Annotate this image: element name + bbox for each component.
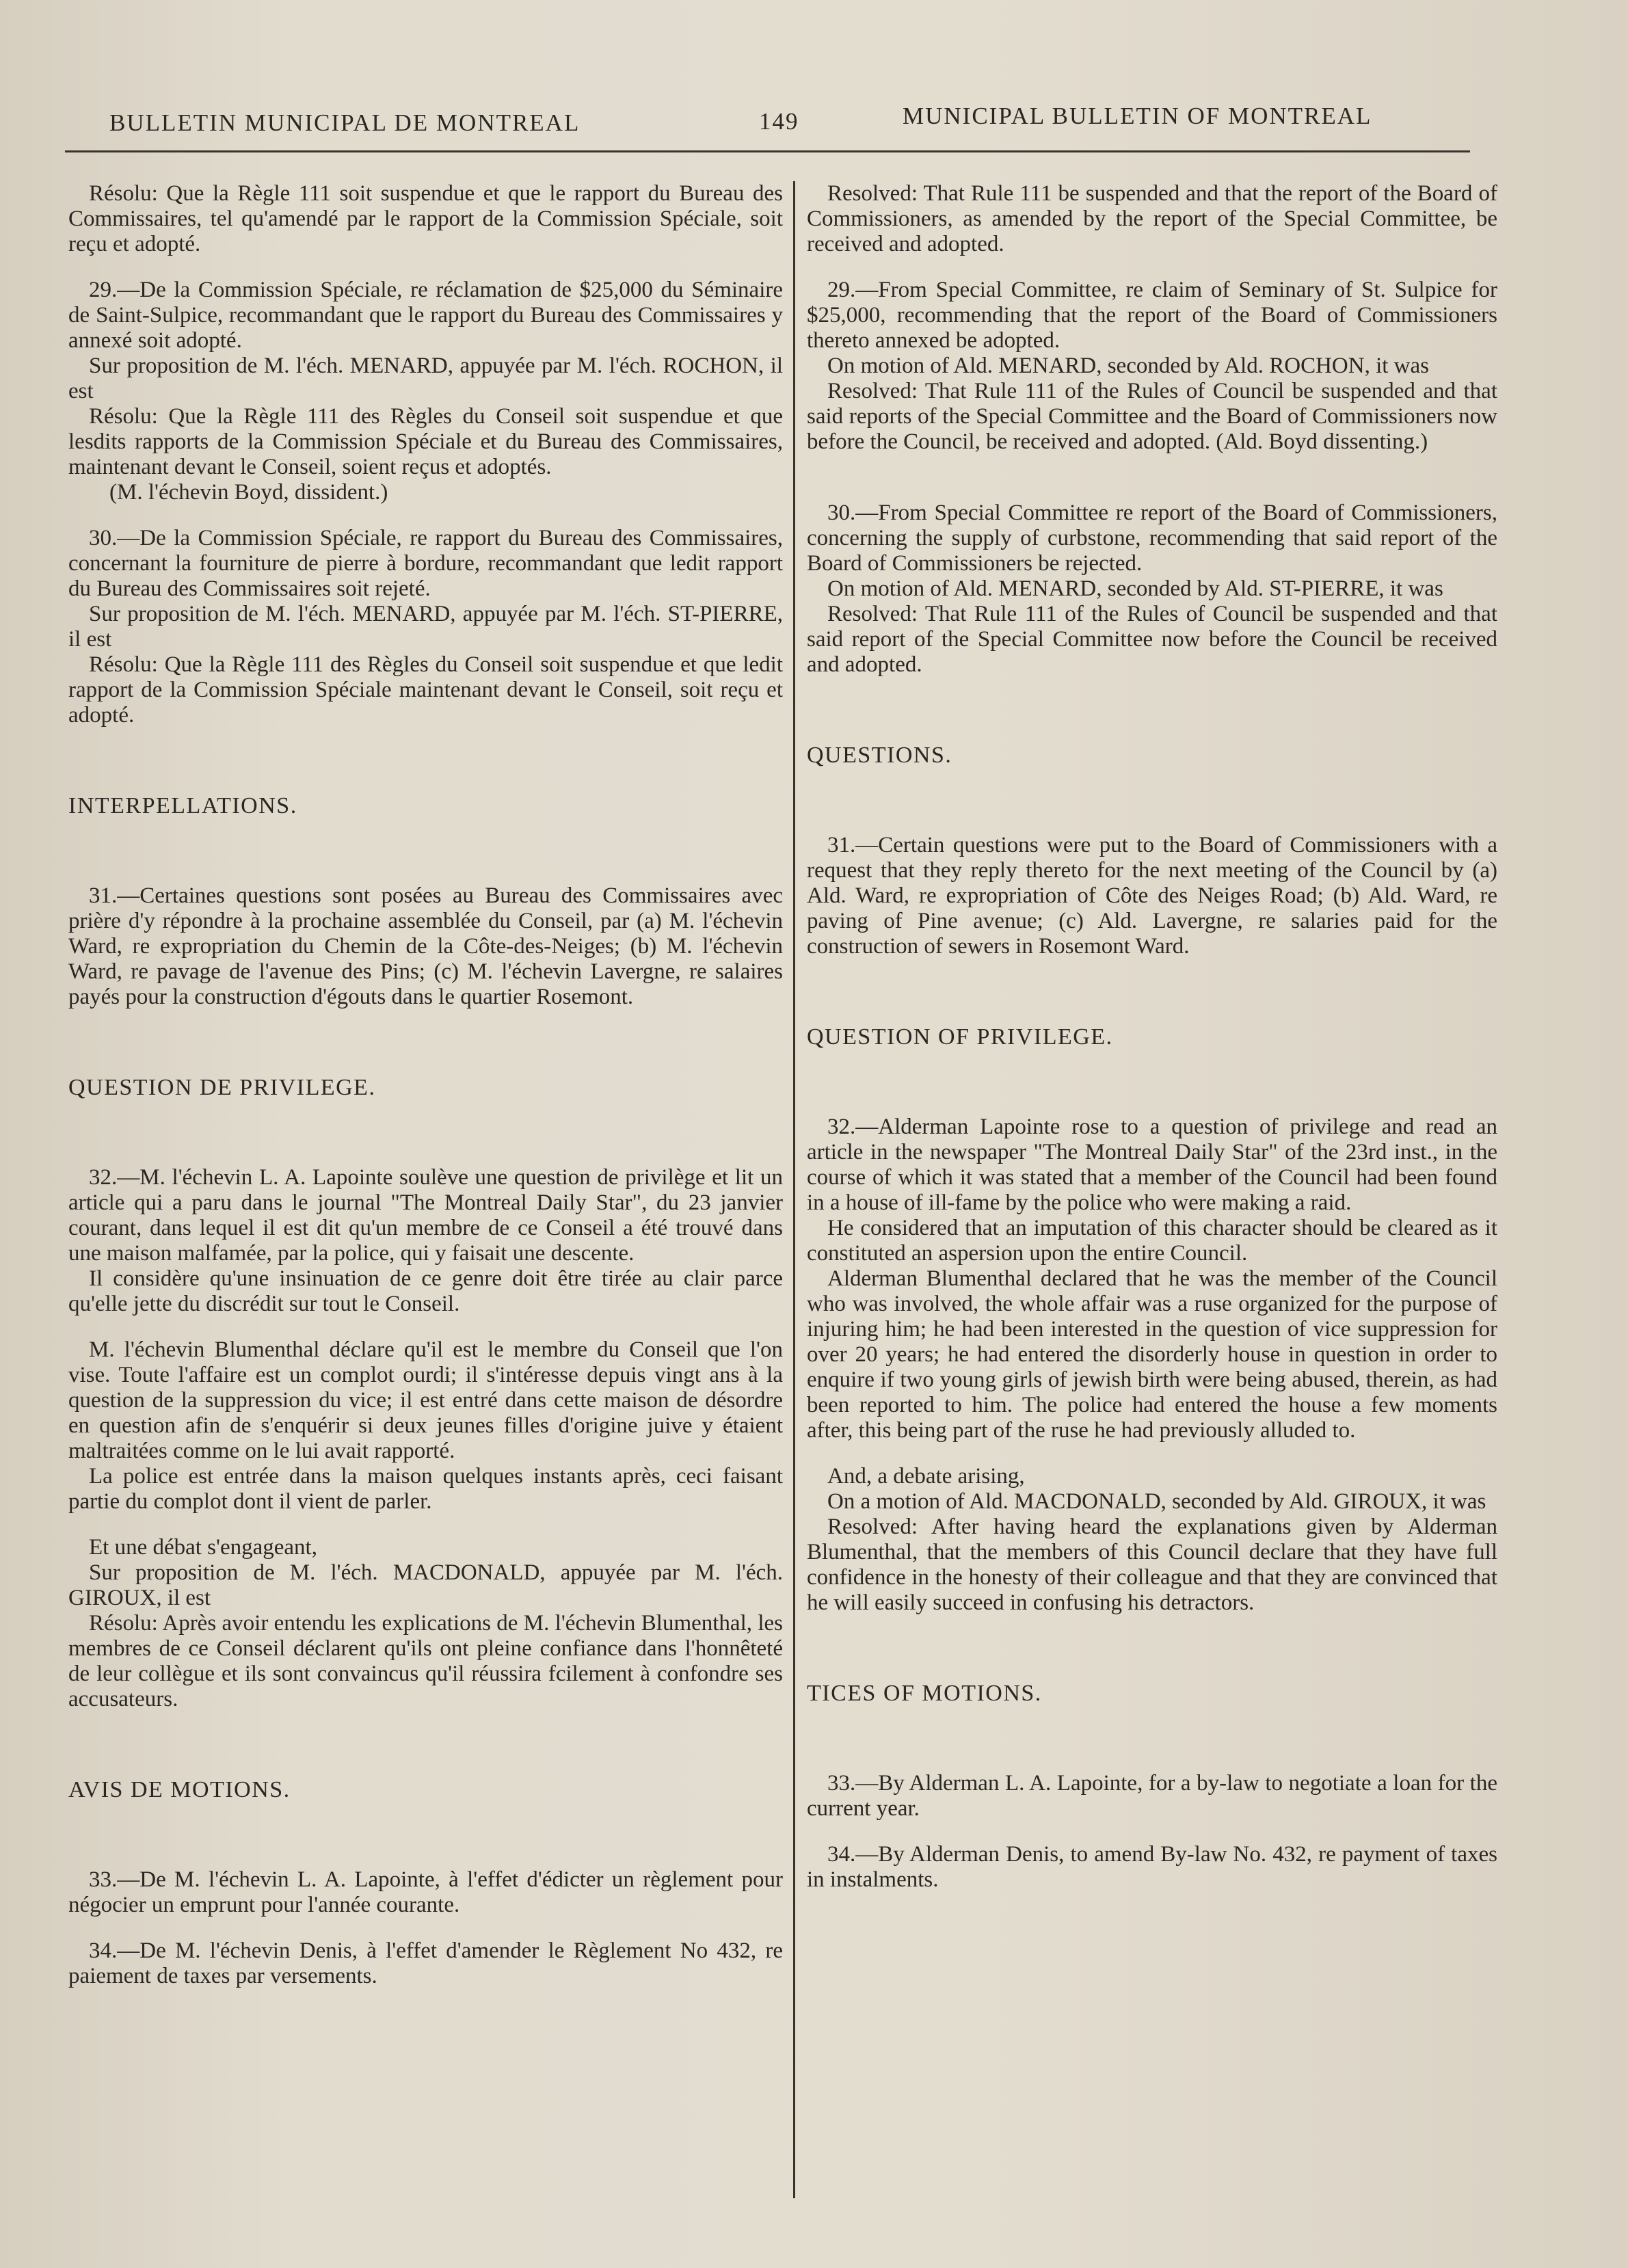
- en-item-34: 34.—By Alderman Denis, to amend By-law No. 432, re payment of taxes in instalments.: [807, 1842, 1497, 1892]
- fr-heading-motions: AVIS DE MOTIONS.: [68, 1777, 291, 1802]
- page-header: [109, 103, 1477, 144]
- fr-paragraph: Résolu: Que la Règle 111 des Règles du Conseil soit suspendue et que ledit rapport de la Commission Spéciale maintenant devant le Conseil, soit reçu et adopté.: [68, 652, 783, 728]
- en-paragraph: And, a debate arising,: [827, 1464, 1025, 1489]
- en-paragraph: On motion of Ald. MENARD, seconded by Ald. ST-PIERRE, it was: [827, 576, 1443, 601]
- fr-item-33: 33.—De M. l'échevin L. A. Lapointe, à l'effet d'édicter un règlement pour négocier un emprunt pour l'année courante.: [68, 1867, 783, 1917]
- en-item-29: 29.—From Special Committee, re claim of Seminary of St. Sulpice for $25,000, recommending that the report of the Board of Commissioners thereto annexed be adopted.: [807, 278, 1497, 353]
- fr-paragraph: Il considère qu'une insinuation de ce genre doit être tirée au clair parce qu'elle jette du discrédit sur tout le Conseil.: [68, 1266, 783, 1316]
- en-paragraph: Resolved: That Rule 111 of the Rules of Council be suspended and that said report of the Special Committee now before the Council be received and adopted.: [807, 602, 1497, 677]
- en-paragraph: Resolved: That Rule 111 of the Rules of Council be suspended and that said reports of the Special Committee and the Board of Commissioners now before the Council, be received and adopted. (Ald. Boyd dissenting.): [807, 379, 1497, 454]
- en-item-30: 30.—From Special Committee re report of the Board of Commissioners, concerning the supply of curbstone, recommending that said report of the Board of Commissioners be rejected.: [807, 501, 1497, 576]
- en-paragraph: On motion of Ald. MENARD, seconded by Ald. ROCHON, it was: [827, 353, 1429, 378]
- en-paragraph: Resolved: After having heard the explanations given by Alderman Blumenthal, that the members of this Council declare that they have full confidence in the honesty of their colleague and that they are convinced that he will easily succeed in confusing his detractors.: [807, 1515, 1497, 1615]
- column-divider: [793, 181, 795, 2198]
- fr-item-31: 31.—Certaines questions sont posées au Bureau des Commissaires avec prière d'y répondre à la prochaine assemblée du Conseil, par (a) M. l'échevin Ward, re expropriation du Chemin de la Côte-des-Neiges; (b) M. l'échevin Ward, re pavage de l'avenue des Pins; (c) M. l'échevin Lavergne, re salaires payés pour la construction d'égouts dans le quartier Rosemont.: [68, 883, 783, 1009]
- fr-paragraph: M. l'échevin Blumenthal déclare qu'il est le membre du Conseil que l'on vise. Toute l'affaire est un complot ourdi; il s'intéresse depuis vingt ans à la question de la suppression du vice; il est entré dans cette maison de désordre en question afin de s'enquérir si deux jeunes filles d'origine juive y étaient maltraitées comme on le lui avait rapporté.: [68, 1337, 783, 1463]
- en-heading-motions: TICES OF MOTIONS.: [807, 1681, 1042, 1706]
- fr-dissent-note: (M. l'échevin Boyd, dissident.): [109, 480, 388, 505]
- fr-paragraph: Et une débat s'engageant,: [89, 1535, 317, 1560]
- fr-item-29: 29.—De la Commission Spéciale, re réclamation de $25,000 du Séminaire de Saint-Sulpice, recommandant que le rapport du Bureau des Commissaires y annexé soit adopté.: [68, 278, 783, 353]
- en-paragraph: He considered that an imputation of this character should be cleared as it constituted an aspersion upon the entire Council.: [807, 1216, 1497, 1266]
- fr-paragraph: Résolu: Après avoir entendu les explications de M. l'échevin Blumenthal, les membres de ce Conseil déclarent qu'ils ont pleine confiance dans l'honnêteté de leur collègue et ils sont convaincus qu'il réussira fcilement à confondre ses accusateurs.: [68, 1611, 783, 1711]
- fr-item-32: 32.—M. l'échevin L. A. Lapointe soulève une question de privilège et lit un article qui a paru dans le journal "The Montreal Daily Star", du 23 janvier courant, dans lequel il est dit qu'un membre de ce Conseil a été trouvé dans une maison malfamée, par la police, qui y faisait une descente.: [68, 1165, 783, 1266]
- en-paragraph: On a motion of Ald. MACDONALD, seconded by Ald. GIROUX, it was: [827, 1489, 1486, 1514]
- fr-heading-interpellations: INTERPELLATIONS.: [68, 793, 297, 818]
- fr-heading-privilege: QUESTION DE PRIVILEGE.: [68, 1075, 376, 1100]
- header-title-french: BULLETIN MUNICIPAL DE MONTREAL: [109, 109, 581, 136]
- fr-paragraph: Résolu: Que la Règle 111 des Règles du Conseil soit suspendue et que lesdits rapports de la Commission Spéciale et du Bureau des Commissaires, maintenant devant le Conseil, soient reçus et adoptés.: [68, 404, 783, 479]
- en-item-31: 31.—Certain questions were put to the Board of Commissioners with a request that they reply thereto for the next meeting of the Council by (a) Ald. Ward, re expropriation of Côte des Neiges Road; (b) Ald. Ward, re paving of Pine avenue; (c) Ald. Lavergne, re salaries paid for the construction of sewers in Rosemont Ward.: [807, 833, 1497, 959]
- page-number: 149: [759, 108, 799, 135]
- en-heading-privilege: QUESTION OF PRIVILEGE.: [807, 1024, 1113, 1050]
- french-column: [68, 181, 783, 1989]
- header-title-english: MUNICIPAL BULLETIN OF MONTREAL: [903, 103, 1372, 129]
- header-rule: [65, 150, 1470, 152]
- en-heading-questions: QUESTIONS.: [807, 743, 952, 768]
- fr-paragraph: La police est entrée dans la maison quelques instants après, ceci faisant partie du complot dont il vient de parler.: [68, 1464, 783, 1514]
- fr-item-30: 30.—De la Commission Spéciale, re rapport du Bureau des Commissaires, concernant la fourniture de pierre à bordure, recommandant que ledit rapport du Bureau des Commissaires soit rejeté.: [68, 526, 783, 601]
- fr-paragraph: Sur proposition de M. l'éch. MENARD, appuyée par M. l'éch. ST-PIERRE, il est: [68, 602, 783, 652]
- fr-paragraph: Sur proposition de M. l'éch. MACDONALD, appuyée par M. l'éch. GIROUX, il est: [68, 1560, 783, 1610]
- en-paragraph: Resolved: That Rule 111 be suspended and that the report of the Board of Commissioners, as amended by the report of the Special Committee, be received and adopted.: [807, 181, 1497, 256]
- fr-paragraph: Résolu: Que la Règle 111 soit suspendue et que le rapport du Bureau des Commissaires, tel qu'amendé par le rapport de la Commission Spéciale, soit reçu et adopté.: [68, 181, 783, 256]
- fr-paragraph: Sur proposition de M. l'éch. MENARD, appuyée par M. l'éch. ROCHON, il est: [68, 353, 783, 403]
- en-paragraph: Alderman Blumenthal declared that he was the member of the Council who was involved, the whole affair was a ruse organized for the purpose of injuring him; he had been interested in the question of vice suppression for over 20 years; he had entered the disorderly house in question in order to enquire if two young girls of jewish birth were being abused, therein, as had been reported to him. The police had entered the house a few moments after, this being part of the ruse he had previously alluded to.: [807, 1266, 1497, 1443]
- fr-item-34: 34.—De M. l'échevin Denis, à l'effet d'amender le Règlement No 432, re paiement de taxes par versements.: [68, 1938, 783, 1988]
- en-item-33: 33.—By Alderman L. A. Lapointe, for a by-law to negotiate a loan for the current year.: [807, 1771, 1497, 1821]
- en-item-32: 32.—Alderman Lapointe rose to a question of privilege and read an article in the newspaper "The Montreal Daily Star" of the 23rd inst., in the course of which it was stated that a member of the Council had been found in a house of ill-fame by the police who were making a raid.: [807, 1115, 1497, 1215]
- english-column: [807, 181, 1497, 1893]
